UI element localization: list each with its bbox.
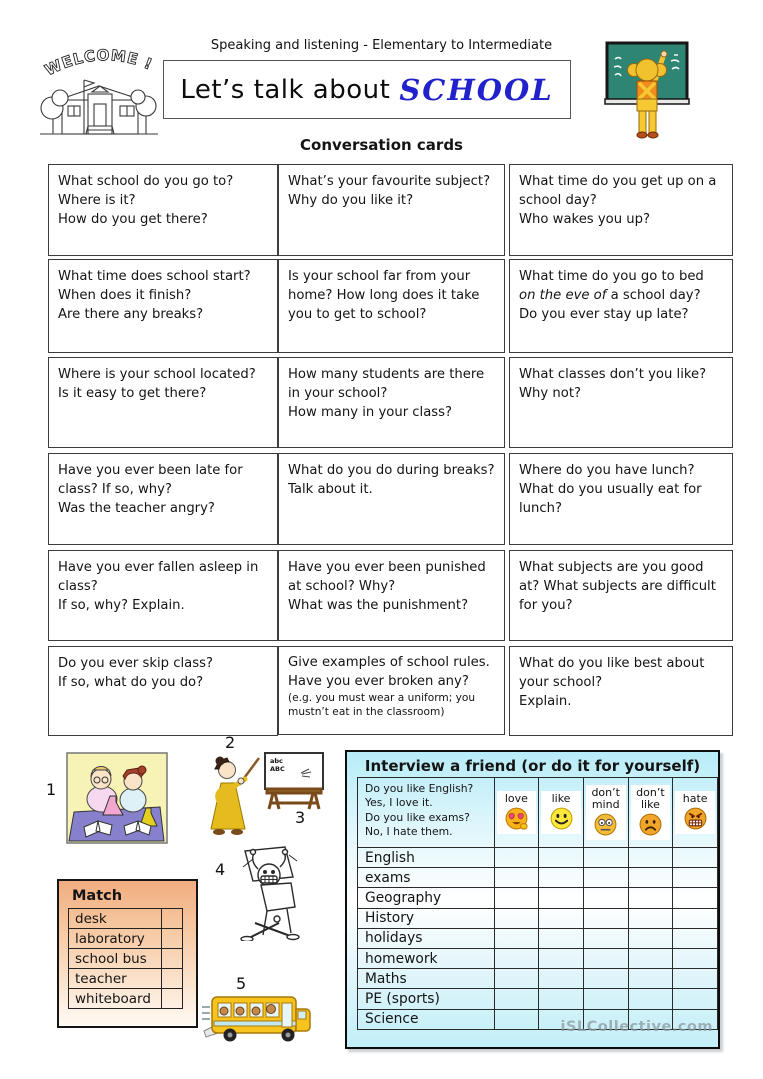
card-line: Was the teacher angry? [58,501,215,516]
interview-cell [583,908,628,928]
card-line: Is it easy to get there? [58,386,207,401]
card-line: How many students are there in your school? [288,367,485,401]
match-answer-cell [162,969,183,989]
interview-cell [628,969,673,989]
match-answer-cell [162,929,183,949]
teacher-with-pointer-illustration [193,753,265,837]
match-row [69,929,183,949]
interview-cell [539,989,584,1009]
emotion-label: hate [682,791,708,805]
interview-row [358,908,718,928]
interview-cell [583,888,628,908]
match-row [69,909,183,929]
interview-cell [494,989,539,1009]
interview-cell [539,868,584,888]
section-title: Conversation cards [300,136,463,154]
emotion-header [583,778,628,848]
conversation-card [509,646,733,736]
neutral-emoji [593,812,618,837]
card-line: Is your school far from your home? How long does it take you to get to school? [288,269,480,322]
interview-cell [628,948,673,968]
emotion-patch [586,785,626,840]
card-line: What time do you get up on a school day? [519,174,717,208]
emotion-label: don’t like [636,785,665,811]
match-item: desk [69,909,162,929]
match-title: Match [72,888,123,904]
interview-row [358,969,718,989]
card-line: Explain. [519,694,572,709]
card-line: Have you ever broken any? [288,674,469,689]
conversation-card [509,259,733,353]
interview-cell [539,969,584,989]
card-line-italic: on the eve of [519,288,607,303]
card-line: What was the punishment? [288,598,469,613]
card-line: Who wakes you up? [519,212,651,227]
worksheet-title: Let’s talk about [180,74,391,105]
conversation-card [278,453,505,545]
interview-row [358,848,718,868]
card-line: Do you ever stay up late? [519,307,689,322]
match-row [69,949,183,969]
whiteboard-text: ABC [270,765,285,773]
emotion-patch [541,791,581,834]
card-line: Give examples of school rules. [288,655,490,670]
emotion-header [628,778,673,848]
interview-cell [673,969,718,989]
welcome-sign-text: WELCOME ! [41,46,156,80]
interview-cell [583,969,628,989]
card-line: What’s your favourite subject? [288,174,491,189]
girl-at-chalkboard-illustration [603,37,691,141]
interview-row [358,868,718,888]
interview-row [358,989,718,1009]
emotion-patch [497,791,537,834]
card-line: Are there any breaks? [58,307,204,322]
interview-cell [628,908,673,928]
card-line: Where do you have lunch? [519,463,695,478]
card-line: What school do you go to? [58,174,234,189]
interview-topic: exams [358,868,495,888]
worksheet-title-box [163,60,571,119]
interview-cell [539,948,584,968]
card-line: Where is it? [58,193,136,208]
interview-cell [628,888,673,908]
interview-cell [539,888,584,908]
school-bus-illustration [200,991,314,1043]
card-line: Talk about it. [288,482,373,497]
interview-header-row [358,778,718,848]
conversation-card [278,550,505,641]
figure-number: 1 [46,780,57,799]
interview-cell [673,928,718,948]
match-answer-cell [162,949,183,969]
conversation-card [48,259,278,353]
conversation-card [278,357,505,448]
card-line: What do you do during breaks? [288,463,495,478]
interview-cell [628,928,673,948]
example-line: No, I hate them. [365,825,453,839]
interview-cell [628,868,673,888]
interview-cell [673,848,718,868]
card-line: What do you like best about your school? [519,656,705,690]
conversation-card [48,357,278,448]
interview-cell [539,848,584,868]
interview-topic: Science [358,1009,495,1029]
figure-number: 3 [295,808,306,827]
interview-cell [494,928,539,948]
conversation-card [278,259,505,353]
interview-cell [673,908,718,928]
angry-emoji [683,806,708,831]
interview-topic: Geography [358,888,495,908]
card-line: Have you ever been late for class? If so, why? [58,463,243,497]
card-line-small: (e.g. you must wear a uniform; you mustn’t eat in the classroom) [288,692,476,718]
interview-cell [673,989,718,1009]
sad-emoji [638,812,663,837]
interview-cell [494,848,539,868]
match-exercise [57,879,198,1028]
interview-example [358,778,495,848]
interview-row [358,888,718,908]
interview-cell [628,989,673,1009]
match-row [69,969,183,989]
islcollective-watermark: iSLCollective.com [560,1019,713,1035]
conversation-card [509,164,733,256]
interview-cell [494,948,539,968]
welcome-schoolhouse-illustration [36,42,162,148]
figure-number: 5 [236,974,247,993]
emotion-label: don’t mind [591,785,620,811]
card-line: How many in your class? [288,405,453,420]
interview-cell [494,1009,539,1029]
conversation-card [278,646,505,735]
interview-cell [673,948,718,968]
interview-cell [628,848,673,868]
interview-cell [494,908,539,928]
emotion-header [673,778,718,848]
match-item: whiteboard [69,989,162,1009]
example-line: Do you like exams? [365,810,470,824]
interview-row [358,928,718,948]
card-line: Have you ever fallen asleep in class? [58,560,259,594]
interview-cell [539,928,584,948]
interview-cell [583,928,628,948]
interview-topic: History [358,908,495,928]
worksheet-subtitle: Speaking and listening - Elementary to Intermediate [210,38,553,53]
conversation-card [278,164,505,256]
interview-cell [583,868,628,888]
emotion-label: love [504,791,528,805]
love-emoji [504,806,529,831]
conversation-card [509,357,733,448]
card-line: Have you ever been punished at school? Why? [288,560,486,594]
interview-table [357,777,718,1030]
interview-cell [583,948,628,968]
interview-cell [494,868,539,888]
card-line: If so, what do you do? [58,675,204,690]
interview-cell [583,848,628,868]
emotion-header [539,778,584,848]
card-line [519,286,724,305]
interview-topic: holidays [358,928,495,948]
interview-topic: English [358,848,495,868]
whiteboard-illustration [261,751,327,811]
match-item: teacher [69,969,162,989]
school-desk-illustration [227,845,309,941]
card-line-rest: a school day? [606,288,701,303]
interview-title: Interview a friend (or do it for yourself) [364,757,701,775]
match-item: school bus [69,949,162,969]
interview-cell [673,868,718,888]
interview-cell [583,989,628,1009]
conversation-card [48,164,278,256]
svg-text:WELCOME ! [42,46,156,79]
conversation-card [48,550,278,641]
emotion-patch [631,785,671,840]
interview-topic: PE (sports) [358,989,495,1009]
card-line: What subjects are you good at? What subjects are difficult for you? [519,560,716,613]
interview-row [358,948,718,968]
conversation-card [48,453,278,545]
card-line: How do you get there? [58,212,208,227]
card-line: Do you ever skip class? [58,656,213,671]
figure-number: 4 [215,860,226,879]
emotion-header [494,778,539,848]
example-line: Yes, I love it. [365,796,433,810]
match-answer-cell [162,909,183,929]
figure-number: 2 [225,733,236,752]
match-item: laboratory [69,929,162,949]
card-line: What do you usually eat for lunch? [519,482,702,516]
interview-topic: Maths [358,969,495,989]
card-line: What classes don’t you like? [519,367,707,382]
whiteboard-text: abc [270,757,283,765]
emotion-label: like [551,791,571,805]
interview-cell [494,888,539,908]
interview-cell [539,908,584,928]
laboratory-illustration [66,752,168,844]
card-line: What time does school start? When does it finish? [58,269,251,303]
example-line: Do you like English? [365,782,474,795]
card-line: If so, why? Explain. [58,598,185,613]
card-line: Why not? [519,386,581,401]
card-line: Where is your school located? [58,367,256,382]
smile-emoji [549,806,574,831]
interview-exercise [345,750,720,1049]
interview-cell [494,969,539,989]
conversation-card [509,453,733,545]
match-table [68,908,183,1009]
match-answer-cell [162,989,183,1009]
interview-cell [673,888,718,908]
worksheet-title-highlight: SCHOOL [399,72,554,107]
conversation-card [509,550,733,641]
match-row [69,989,183,1009]
interview-topic: homework [358,948,495,968]
emotion-patch [675,791,715,834]
card-line: What time do you go to bed [519,269,704,284]
card-line: Why do you like it? [288,193,414,208]
conversation-card [48,646,278,736]
